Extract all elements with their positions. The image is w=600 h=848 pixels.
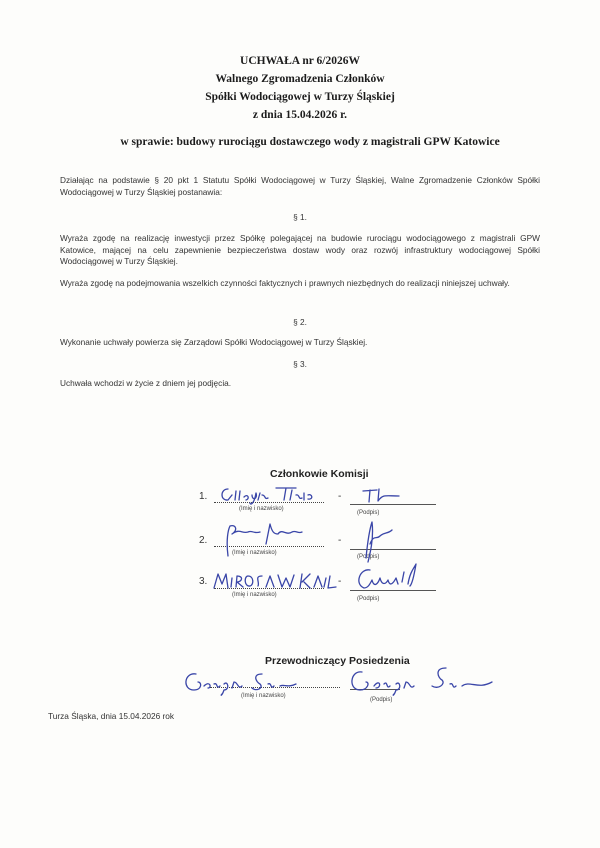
- committee-heading: Członkowie Komisji: [270, 468, 369, 480]
- section-1-paragraph-2: Wyraża zgodę na podejmowania wszelkich czynności faktycznych i prawnych niezbędnych do realizacji niniejszej uchwały.: [60, 278, 510, 288]
- member-3-sign-caption: (Podpis): [357, 596, 380, 602]
- chair-heading: Przewodniczący Posiedzenia: [265, 655, 410, 667]
- member-1-number: 1.: [199, 491, 208, 502]
- member-3-number: 3.: [199, 576, 208, 587]
- chair-handwritten-name: [180, 668, 300, 698]
- resolution-number: UCHWAŁA nr 6/2026W: [240, 55, 360, 67]
- section-1-mark: § 1.: [293, 212, 307, 222]
- member-1-dash: -: [338, 491, 342, 502]
- section-1-paragraph-1: Wyraża zgodę na realizację inwestycji przez Spółkę polegającej na budowie rurociągu wodociągowego z magistrali GPW Katowice, mającej na celu zapewnienie bezpieczeństwa dostaw wody oraz rozwój infrastruktury wodociągowej Spółki Wodociągowej w Turzy Śląskiej.: [60, 233, 540, 266]
- section-3-mark: § 3.: [293, 359, 307, 369]
- preamble: Działając na podstawie § 20 pkt 1 Statutu Spółki Wodociągowej w Turzy Śląskiej, Walne Zgromadzenie Członków Spółki Wodociągowej w Turzy Śląskiej postanawia:: [60, 175, 540, 197]
- place-and-date: Turza Śląska, dnia 15.04.2026 rok: [48, 711, 175, 721]
- chair-signature: [346, 662, 506, 698]
- section-2-paragraph: Wykonanie uchwały powierza się Zarządowi Spółki Wodociągowej w Turzy Śląskiej.: [60, 337, 368, 347]
- section-3-paragraph: Uchwała wchodzi w życie z dniem jej podjęcia.: [60, 378, 232, 388]
- member-1-name-caption: (Imię i nazwisko): [239, 506, 284, 512]
- member-1-sign-caption: (Podpis): [357, 510, 380, 516]
- member-2-dash: -: [338, 535, 342, 546]
- resolution-date: z dnia 15.04.2026 r.: [252, 109, 348, 121]
- member-2-name-caption: (Imię i nazwisko): [232, 550, 277, 556]
- member-3-name-caption: (Imię i nazwisko): [232, 592, 277, 598]
- resolution-subject: w sprawie: budowy rurociągu dostawczego wody z magistrali GPW Katowice: [120, 136, 500, 148]
- member-2-handwritten-name: [218, 520, 318, 560]
- company-name: Spółki Wodociągowej w Turzy Śląskiej: [205, 91, 395, 103]
- chair-name-caption: (Imię i nazwisko): [241, 693, 286, 699]
- member-1-handwritten-name: [218, 485, 318, 505]
- member-3-dash: -: [338, 576, 342, 587]
- chair-sign-caption: (Podpis): [370, 697, 393, 703]
- member-2-signature: [358, 518, 418, 568]
- section-2-mark: § 2.: [293, 317, 307, 327]
- resolution-body: Walnego Zgromadzenia Członków: [215, 73, 385, 85]
- member-2-number: 2.: [199, 535, 208, 546]
- member-3-signature: [350, 562, 430, 594]
- member-3-handwritten-name: [210, 570, 340, 594]
- member-1-signature: [355, 486, 435, 506]
- member-2-sign-caption: (Podpis): [357, 554, 380, 560]
